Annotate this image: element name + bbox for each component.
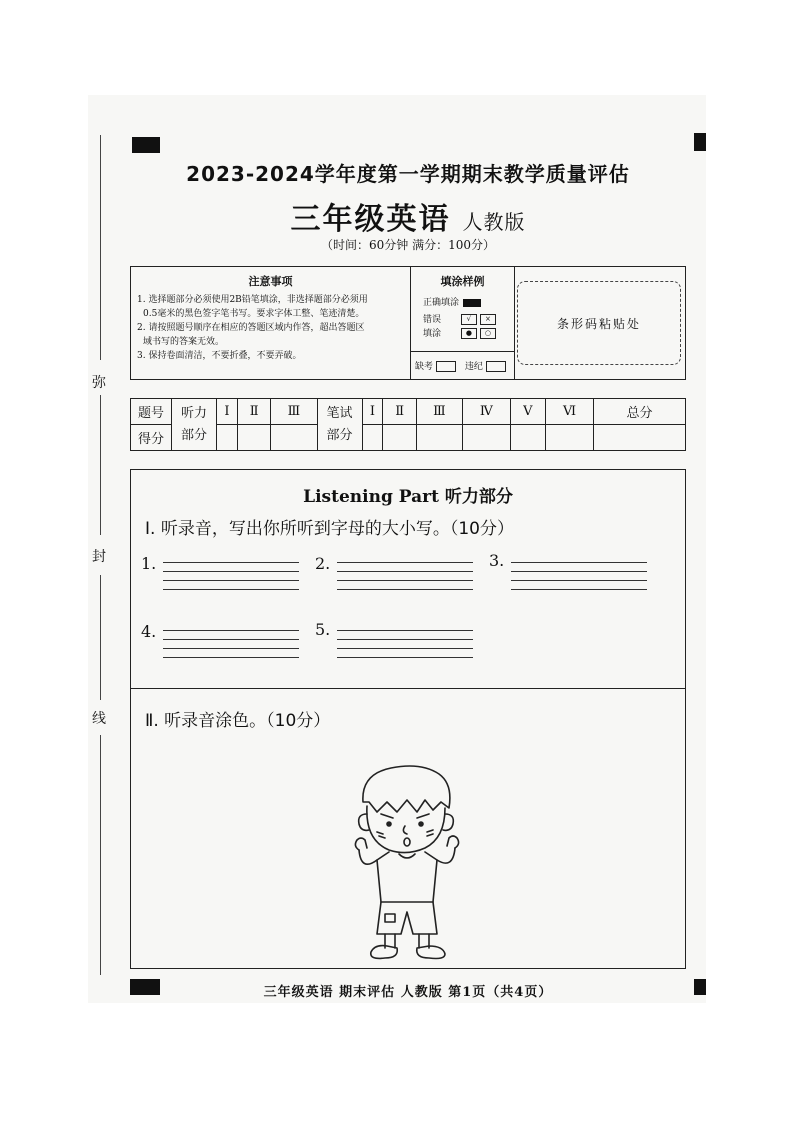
score-cell[interactable] [546,425,594,451]
subject-name: 三年级英语 [290,202,451,237]
answer-number: 4. [141,622,157,641]
violation-label: 违纪 [464,362,483,372]
answer-number: 3. [489,551,505,570]
absent-violation-row [415,359,506,372]
binding-line [100,135,101,360]
cross-mark-box: × [480,314,496,325]
question-1-title: Ⅰ. 听录音，写出你所听到字母的大小写。（10分） [145,519,514,539]
check-mark-box: √ [461,314,477,325]
wrong-fill-label: 错误 [423,315,442,325]
written-part-label: 笔试 部分 [317,399,362,451]
listening-part-label: 听力 部分 [172,399,217,451]
answer-number: 5. [315,620,331,639]
circle-mark-box: ○ [480,328,496,339]
binding-line [100,575,101,700]
listening-col: Ⅰ [217,399,238,425]
wrong-fill-row [423,312,496,325]
wrong-fill-label-2: 填涂 [423,329,442,339]
registration-mark-top-left [132,137,160,153]
exam-title: 2023-2024学年度第一学期期末教学质量评估 [186,162,630,186]
notice-heading: 注意事项 [248,275,293,288]
score-cell[interactable] [463,425,511,451]
fill-example-section [411,267,515,379]
registration-mark-bottom-right [694,979,706,995]
written-col: Ⅴ [510,399,545,425]
binding-char: 弥 [92,375,106,391]
wrong-fill-row-2 [423,326,496,339]
answer-block-4[interactable] [141,624,311,664]
notice-item: 1. 选择题部分必须使用2B铅笔填涂，非选择题部分必须用 [137,295,368,305]
listening-part-title: Listening Part 听力部分 [303,487,513,507]
written-col: Ⅲ [416,399,462,425]
total-col: 总分 [593,399,685,425]
absent-checkbox[interactable] [436,361,456,372]
correct-fill-row [423,295,481,308]
answer-block-3[interactable] [489,553,659,593]
score-cell[interactable] [416,425,462,451]
written-col: Ⅰ [362,399,383,425]
notice-box [130,266,686,380]
answer-number: 2. [315,554,331,573]
registration-mark-top-right [694,133,706,151]
written-col: Ⅵ [546,399,594,425]
solid-fill-mark [463,299,481,307]
score-cell[interactable] [362,425,383,451]
violation-checkbox[interactable] [486,361,506,372]
score-cell[interactable] [237,425,271,451]
answer-block-1[interactable] [141,556,311,596]
written-col: Ⅳ [463,399,511,425]
barcode-area: 条形码粘贴处 [517,281,681,365]
listening-col: Ⅲ [271,399,317,425]
section-divider [131,688,685,689]
notice-item: 域书写的答案无效。 [143,337,225,347]
listening-col: Ⅱ [237,399,271,425]
fill-example-heading: 填涂样例 [440,275,485,288]
notice-item: 0.5毫米的黑色签字笔书写。要求字体工整、笔迹清楚。 [143,309,365,319]
notice-item: 3. 保持卷面清洁，不要折叠，不要弄破。 [137,351,302,361]
edition-label: 人教版 [462,210,526,234]
score-cell[interactable] [217,425,238,451]
score-table [130,398,686,451]
exam-subtitle [130,194,686,238]
score-cell[interactable] [383,425,417,451]
written-col: Ⅱ [383,399,417,425]
binding-char: 线 [92,711,106,727]
binding-line [100,735,101,975]
boy-cartoon-icon [341,762,471,962]
notice-section [131,267,411,379]
answer-block-2[interactable] [315,556,485,596]
listening-section [130,469,686,969]
dot-mark-box: ● [461,328,477,339]
answer-block-5[interactable] [315,622,485,662]
score-cell[interactable] [593,425,685,451]
time-info: （时间：60分钟 满分：100分） [321,238,495,252]
correct-fill-label: 正确填涂 [423,298,460,308]
score-cell[interactable] [271,425,317,451]
question-2-title: Ⅱ. 听录音涂色。（10分） [145,711,331,731]
binding-line [100,395,101,535]
binding-char: 封 [92,549,106,565]
notice-list [131,293,410,363]
page-footer: 三年级英语 期末评估 人教版 第1页（共4页） [263,985,553,1000]
notice-item: 2. 请按照题号顺序在相应的答题区域内作答，超出答题区 [137,323,365,333]
absent-label: 缺考 [415,362,434,372]
score-cell[interactable] [510,425,545,451]
row-label-score: 得分 [131,425,172,451]
answer-number: 1. [141,554,157,573]
row-label-question: 题号 [131,399,172,425]
